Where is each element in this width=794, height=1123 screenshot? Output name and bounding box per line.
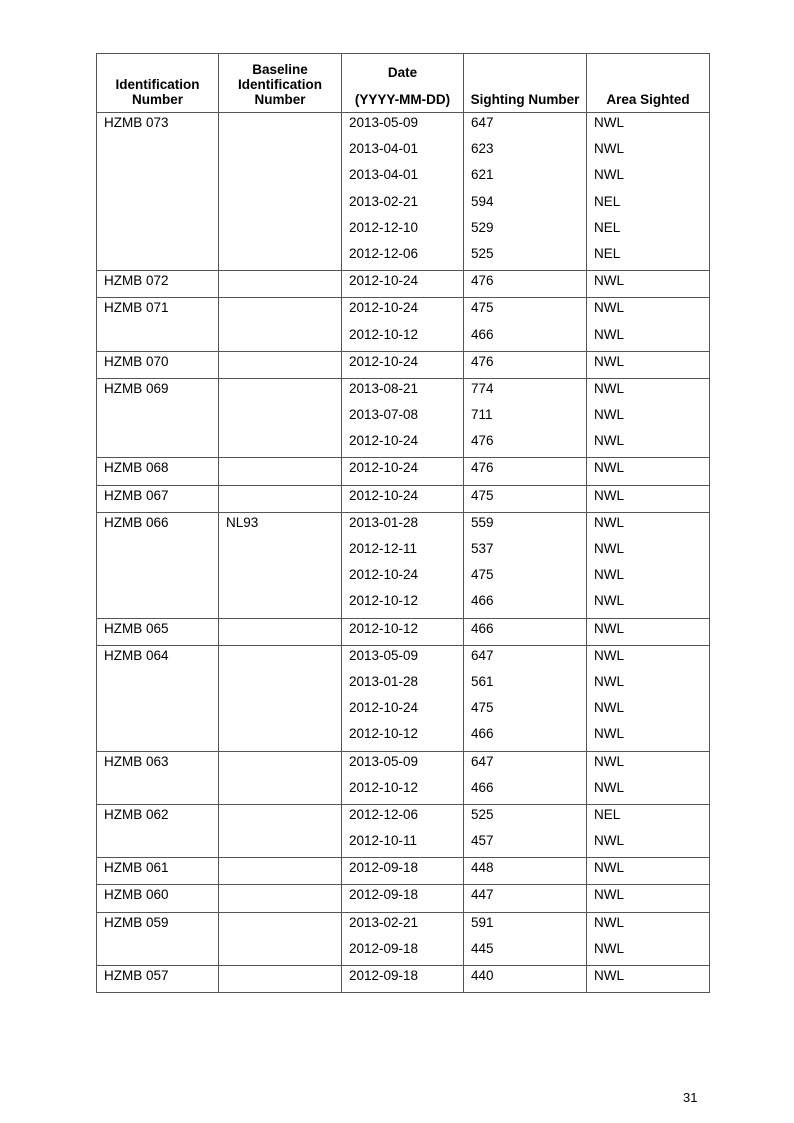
- area-sighted: NWL: [594, 700, 624, 716]
- identification-number-cell: [97, 618, 219, 645]
- date-cell: [342, 645, 464, 751]
- date-cell: [342, 298, 464, 351]
- table-body: [97, 113, 710, 993]
- sighting-number: 466: [471, 326, 494, 342]
- area-sighted: NWL: [594, 514, 624, 530]
- identification-number: HZMB 066: [104, 514, 169, 530]
- baseline-identification-cell: [219, 751, 342, 804]
- area-sighted-cell: [587, 912, 710, 965]
- sighting-number-cell: [464, 351, 587, 378]
- identification-number-cell: [97, 966, 219, 993]
- sighting-number: 475: [471, 567, 494, 583]
- area-sighted: NEL: [594, 806, 621, 822]
- baseline-identification-cell: [219, 271, 342, 298]
- sighting-number: 466: [471, 779, 494, 795]
- area-sighted: NWL: [594, 860, 624, 876]
- sighting-number-cell: [464, 113, 587, 271]
- date-cell: [342, 113, 464, 271]
- identification-number: HZMB 063: [104, 753, 169, 769]
- sighting-number-cell: [464, 378, 587, 458]
- baseline-identification-number: [219, 271, 341, 297]
- header-identification-number: Identification Number: [97, 54, 219, 113]
- sighting-date: 2013-01-28: [349, 673, 419, 689]
- identification-number: HZMB 073: [104, 115, 169, 130]
- table-row: [97, 298, 710, 351]
- identification-number-cell: [97, 298, 219, 351]
- sighting-number: 466: [471, 620, 494, 636]
- baseline-identification-number: [219, 885, 341, 911]
- sighting-date: 2012-10-12: [349, 726, 419, 742]
- area-sighted: NEL: [594, 193, 621, 209]
- table-row: [97, 378, 710, 458]
- baseline-identification-number: [219, 486, 341, 512]
- baseline-identification-number: [219, 352, 341, 378]
- sighting-number: 475: [471, 700, 494, 716]
- sighting-number: 647: [471, 115, 494, 130]
- sighting-number-cell: [464, 645, 587, 751]
- identification-number-cell: [97, 512, 219, 618]
- area-sighted: NWL: [594, 779, 624, 795]
- identification-number-cell: [97, 645, 219, 751]
- sighting-date: 2012-10-24: [349, 567, 419, 583]
- header-sighting-number: Sighting Number: [464, 54, 587, 113]
- header-row: [97, 54, 710, 113]
- sighting-number: 537: [471, 541, 494, 556]
- area-sighted-cell: [587, 351, 710, 378]
- baseline-identification-cell: [219, 113, 342, 271]
- identification-number-cell: [97, 458, 219, 485]
- area-sighted: NWL: [594, 593, 624, 609]
- area-sighted: NWL: [594, 567, 624, 583]
- sighting-number: 476: [471, 353, 494, 369]
- sighting-number-cell: [464, 298, 587, 351]
- date-cell: [342, 804, 464, 857]
- sighting-number-cell: [464, 912, 587, 965]
- sighting-date: 2013-04-01: [349, 141, 419, 157]
- identification-number-cell: [97, 751, 219, 804]
- sighting-number: 621: [471, 167, 494, 183]
- sighting-date: 2012-09-18: [349, 860, 419, 876]
- area-sighted-cell: [587, 271, 710, 298]
- area-sighted: NWL: [594, 487, 624, 503]
- sighting-number-cell: [464, 966, 587, 993]
- table-row: [97, 512, 710, 618]
- sighting-date: 2012-10-24: [349, 353, 419, 369]
- sighting-date: 2012-10-12: [349, 593, 419, 609]
- baseline-identification-number: NL93: [226, 514, 259, 530]
- baseline-identification-cell: [219, 618, 342, 645]
- sighting-date: 2012-10-12: [349, 779, 419, 795]
- sighting-date: 2012-10-12: [349, 620, 419, 636]
- table-row: [97, 113, 710, 271]
- sighting-number: 457: [471, 833, 494, 849]
- area-sighted: NWL: [594, 833, 624, 849]
- sighting-number: 529: [471, 219, 494, 235]
- date-cell: [342, 485, 464, 512]
- baseline-identification-number: [219, 113, 341, 139]
- table-row: [97, 618, 710, 645]
- identification-number: HZMB 065: [104, 620, 169, 636]
- sighting-date: 2012-12-11: [349, 541, 418, 556]
- identification-number-cell: [97, 485, 219, 512]
- baseline-identification-cell: [219, 912, 342, 965]
- identification-number: HZMB 067: [104, 487, 169, 503]
- sighting-number: 591: [471, 914, 494, 930]
- identification-number: HZMB 072: [104, 273, 169, 289]
- baseline-identification-number: [219, 646, 341, 672]
- identification-number: HZMB 057: [104, 968, 169, 983]
- sighting-number-cell: [464, 804, 587, 857]
- area-sighted: NWL: [594, 647, 624, 663]
- sighting-date: 2012-10-24: [349, 273, 419, 289]
- identification-number: HZMB 069: [104, 380, 169, 396]
- area-sighted-cell: [587, 512, 710, 618]
- sighting-date: 2013-04-01: [349, 167, 419, 183]
- baseline-identification-number: [219, 913, 341, 939]
- sighting-date: 2013-01-28: [349, 514, 419, 530]
- sighting-number: 647: [471, 753, 494, 769]
- sighting-date: 2012-09-18: [349, 940, 419, 956]
- baseline-identification-cell: [219, 645, 342, 751]
- baseline-identification-cell: [219, 351, 342, 378]
- sighting-date: 2012-12-10: [349, 219, 419, 235]
- sighting-date: 2012-12-06: [349, 806, 419, 822]
- area-sighted: NWL: [594, 115, 624, 130]
- baseline-identification-number: [219, 298, 341, 324]
- sighting-date: 2013-05-09: [349, 647, 419, 663]
- area-sighted: NWL: [594, 620, 624, 636]
- date-cell: [342, 351, 464, 378]
- date-cell: [342, 858, 464, 885]
- identification-number-cell: [97, 858, 219, 885]
- identification-number: HZMB 070: [104, 353, 169, 369]
- baseline-identification-number: [219, 805, 341, 831]
- baseline-identification-cell: [219, 485, 342, 512]
- sightings-table: [96, 53, 710, 993]
- area-sighted: NWL: [594, 726, 624, 742]
- sighting-number: 448: [471, 860, 494, 876]
- area-sighted: NWL: [594, 887, 624, 903]
- area-sighted-cell: [587, 298, 710, 351]
- area-sighted: NWL: [594, 326, 624, 342]
- baseline-identification-cell: [219, 804, 342, 857]
- sighting-number: 559: [471, 514, 494, 530]
- identification-number-cell: [97, 804, 219, 857]
- area-sighted: NWL: [594, 460, 624, 476]
- identification-number-cell: [97, 885, 219, 912]
- baseline-identification-cell: [219, 378, 342, 458]
- table-row: [97, 912, 710, 965]
- sighting-date: 2013-02-21: [349, 193, 419, 209]
- area-sighted: NWL: [594, 167, 624, 183]
- table-row: [97, 885, 710, 912]
- sighting-number-cell: [464, 485, 587, 512]
- header-area-sighted: Area Sighted: [587, 54, 710, 113]
- table-row: [97, 271, 710, 298]
- identification-number-cell: [97, 378, 219, 458]
- area-sighted: NWL: [594, 940, 624, 956]
- sighting-number: 711: [471, 407, 493, 423]
- date-cell: [342, 512, 464, 618]
- table-row: [97, 458, 710, 485]
- identification-number-cell: [97, 271, 219, 298]
- area-sighted-cell: [587, 645, 710, 751]
- sighting-date: 2012-09-18: [349, 968, 419, 983]
- sighting-number: 476: [471, 460, 494, 476]
- sighting-number: 445: [471, 940, 494, 956]
- header-date-format: (YYYY-MM-DD): [354, 92, 451, 107]
- area-sighted-cell: [587, 858, 710, 885]
- baseline-identification-cell: [219, 858, 342, 885]
- area-sighted: NWL: [594, 273, 624, 289]
- identification-number-cell: [97, 912, 219, 965]
- sighting-date: 2012-09-18: [349, 887, 419, 903]
- date-cell: [342, 378, 464, 458]
- identification-number: HZMB 062: [104, 806, 169, 822]
- identification-number: HZMB 064: [104, 647, 169, 663]
- baseline-identification-cell: [219, 885, 342, 912]
- table-row: [97, 485, 710, 512]
- baseline-identification-number: [219, 619, 341, 645]
- area-sighted: NWL: [594, 380, 624, 396]
- area-sighted: NWL: [594, 433, 624, 449]
- sighting-date: 2013-05-09: [349, 753, 419, 769]
- date-cell: [342, 885, 464, 912]
- sighting-number-cell: [464, 458, 587, 485]
- identification-number: HZMB 061: [104, 860, 169, 876]
- sighting-number-cell: [464, 618, 587, 645]
- area-sighted: NEL: [594, 219, 621, 235]
- sighting-number: 774: [471, 380, 494, 396]
- sighting-date: 2012-10-24: [349, 433, 419, 449]
- area-sighted: NWL: [594, 968, 624, 983]
- table-row: [97, 804, 710, 857]
- page-number: 31: [683, 1090, 698, 1105]
- sighting-number: 476: [471, 273, 494, 289]
- table-row: [97, 645, 710, 751]
- sighting-number: 475: [471, 300, 494, 316]
- date-cell: [342, 458, 464, 485]
- header-date-label: Date: [387, 65, 418, 80]
- sighting-date: 2013-07-08: [349, 407, 419, 423]
- area-sighted-cell: [587, 618, 710, 645]
- area-sighted-cell: [587, 113, 710, 271]
- sighting-date: 2012-10-24: [349, 460, 419, 476]
- baseline-identification-number: [219, 858, 341, 884]
- date-cell: [342, 912, 464, 965]
- sighting-number-cell: [464, 858, 587, 885]
- identification-number: HZMB 071: [104, 300, 169, 316]
- sighting-number: 525: [471, 806, 494, 822]
- sighting-number: 594: [471, 193, 494, 209]
- sighting-number-cell: [464, 885, 587, 912]
- area-sighted: NWL: [594, 407, 624, 423]
- area-sighted: NWL: [594, 753, 624, 769]
- area-sighted: NWL: [594, 673, 624, 689]
- sighting-date: 2012-10-12: [349, 326, 419, 342]
- identification-number: HZMB 059: [104, 914, 169, 930]
- area-sighted-cell: [587, 485, 710, 512]
- identification-number-cell: [97, 351, 219, 378]
- sighting-number: 623: [471, 141, 494, 157]
- header-baseline-identification-number: Baseline Identification Number: [219, 54, 342, 113]
- sighting-number: 475: [471, 487, 494, 503]
- baseline-identification-cell: [219, 966, 342, 993]
- baseline-identification-number: [219, 752, 341, 778]
- sighting-date: 2013-05-09: [349, 115, 419, 130]
- area-sighted-cell: [587, 378, 710, 458]
- area-sighted: NWL: [594, 914, 624, 930]
- baseline-identification-cell: [219, 458, 342, 485]
- baseline-identification-number: [219, 379, 341, 405]
- identification-number: HZMB 060: [104, 887, 169, 903]
- identification-number-cell: [97, 113, 219, 271]
- sighting-date: 2012-10-24: [349, 300, 419, 316]
- sighting-number: 440: [471, 968, 494, 983]
- sighting-date: 2012-10-24: [349, 487, 419, 503]
- area-sighted-cell: [587, 751, 710, 804]
- area-sighted-cell: [587, 885, 710, 912]
- sighting-number-cell: [464, 751, 587, 804]
- baseline-identification-number: [219, 458, 341, 484]
- sighting-number: 447: [471, 887, 494, 903]
- sighting-date: 2012-10-24: [349, 700, 419, 716]
- area-sighted: NWL: [594, 353, 624, 369]
- table-row: [97, 858, 710, 885]
- sighting-date: 2013-02-21: [349, 914, 419, 930]
- sighting-number: 466: [471, 593, 494, 609]
- sighting-number: 561: [471, 673, 494, 689]
- table-row: [97, 751, 710, 804]
- baseline-identification-cell: [219, 298, 342, 351]
- baseline-identification-number: [219, 966, 341, 992]
- date-cell: [342, 966, 464, 993]
- area-sighted: NWL: [594, 541, 624, 556]
- date-cell: [342, 751, 464, 804]
- sighting-date: 2012-12-06: [349, 245, 419, 261]
- identification-number: HZMB 068: [104, 460, 169, 476]
- date-cell: [342, 271, 464, 298]
- header-date: [342, 54, 464, 113]
- date-cell: [342, 618, 464, 645]
- area-sighted-cell: [587, 804, 710, 857]
- area-sighted-cell: [587, 458, 710, 485]
- sighting-number: 476: [471, 433, 494, 449]
- baseline-identification-cell: [219, 512, 342, 618]
- sighting-number-cell: [464, 512, 587, 618]
- sighting-number: 466: [471, 726, 494, 742]
- area-sighted: NWL: [594, 141, 624, 157]
- sighting-number: 525: [471, 245, 494, 261]
- sighting-date: 2013-08-21: [349, 380, 419, 396]
- sighting-number: 647: [471, 647, 494, 663]
- sighting-number-cell: [464, 271, 587, 298]
- area-sighted: NEL: [594, 245, 621, 261]
- sighting-date: 2012-10-11: [349, 833, 418, 849]
- table-row: [97, 351, 710, 378]
- area-sighted: NWL: [594, 300, 624, 316]
- area-sighted-cell: [587, 966, 710, 993]
- table-row: [97, 966, 710, 993]
